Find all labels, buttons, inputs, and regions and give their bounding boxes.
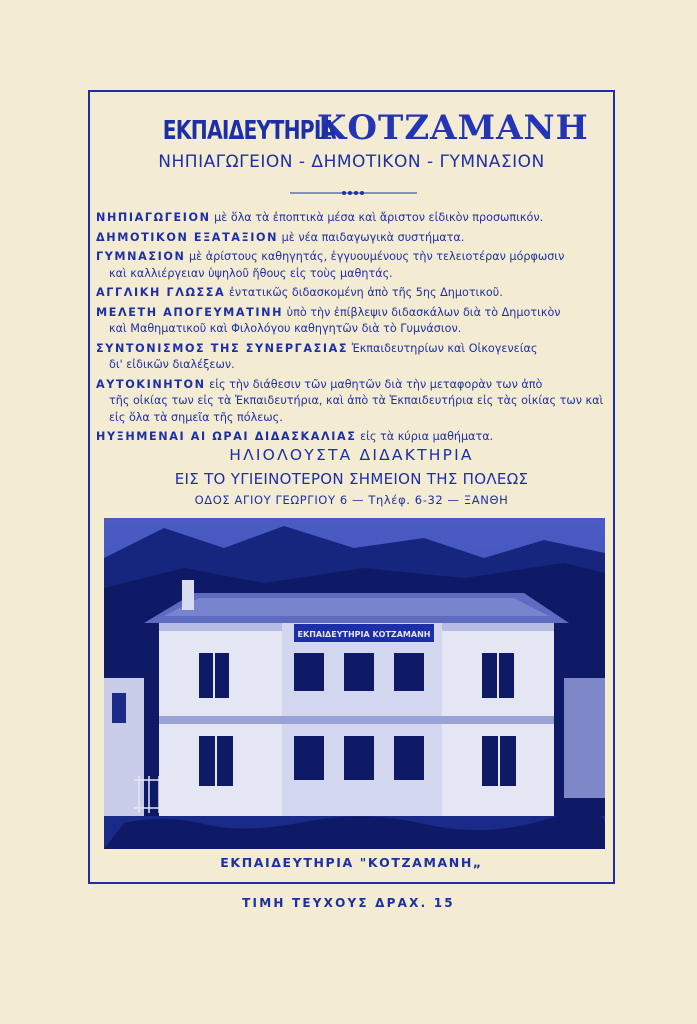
- feature-keyword: ΔΗΜΟΤΙΚΟΝ ΕΞΑΤΑΞΙΟΝ: [96, 230, 279, 244]
- feature-keyword: ΓΥΜΝΑΣΙΟΝ: [96, 250, 186, 263]
- feature-keyword: ΣΥΝΤΟΝΙΣΜΟΣ ΤΗΣ ΣΥΝΕΡΓΑΣΙΑΣ: [96, 341, 349, 355]
- feature-text: μὲ ἀρίστους καθηγητάς, ἐγγυουμένους τὴν τελειοτέραν μόρφωσιν: [189, 250, 565, 263]
- feature-item: [96, 249, 607, 282]
- feature-item: [96, 377, 607, 427]
- school-levels: ΝΗΠΙΑΓΩΓΕΙΟΝ - ΔΗΜΟΤΙΚΟΝ - ΓΥΜΝΑΣΙΟΝ: [158, 152, 545, 172]
- advertisement-frame: [88, 90, 615, 884]
- feature-keyword: ΜΕΛΕΤΗ ΑΠΟΓΕΥΜΑΤΙΝΗ: [96, 305, 284, 319]
- feature-keyword: ΑΥΤΟΚΙΝΗΤΟΝ: [96, 377, 206, 391]
- feature-text: Ἐκπαιδευτηρίων καὶ Οἰκογενείας: [351, 341, 538, 355]
- feature-keyword: ΑΓΓΛΙΚΗ ΓΛΩΣΣΑ: [96, 286, 226, 299]
- feature-text: ἐντατικῶς διδασκομένη ἀπὸ τῆς 5ης Δημοτικοῦ.: [228, 286, 503, 299]
- location-tagline: ΕΙΣ ΤΟ ΥΓΙΕΙΝΟΤΕΡΟΝ ΣΗΜΕΙΟΝ ΤΗΣ ΠΟΛΕΩΣ: [174, 470, 529, 488]
- divider-ornament: [290, 189, 417, 197]
- school-title: [90, 108, 613, 148]
- feature-text-continued: καὶ Μαθηματικοῦ καὶ Φιλολόγου καθηγητῶν διὰ τὸ Γυμνάσιον.: [109, 322, 462, 335]
- feature-item: [96, 305, 607, 338]
- photo-caption: ΕΚΠΑΙΔΕΥΤΗΡΙΑ "ΚΟΤΖΑΜΑΝΗ„: [220, 855, 483, 870]
- building-sign: ΕΚΠΑΙΔΕΥΤΗΡΙΑ ΚΟΤΖΑΜΑΝΗ: [297, 630, 431, 639]
- address-line: ΟΔΟΣ ΑΓΙΟΥ ΓΕΩΡΓΙΟΥ 6 — Τηλέφ. 6-32 — ΞΑΝΘΗ: [194, 493, 509, 507]
- feature-text-continued: δι' εἰδικῶν διαλέξεων.: [109, 358, 235, 371]
- feature-text-continued: τῆς οἰκίας των εἰς τὰ Ἐκπαιδευτήρια, καὶ ἀπὸ τὰ Ἐκπαιδευτήρια εἰς τὰς οἰκίας των καὶ εἰς ὅλα τὰ σημεῖα τῆς πόλεως.: [109, 394, 604, 424]
- feature-text: μὲ νέα παιδαγωγικὰ συστήματα.: [281, 230, 465, 244]
- feature-keyword: ΗΥΞΗΜΕΝΑΙ ΑΙ ΩΡΑΙ ΔΙΔΑΣΚΑΛΙΑΣ: [96, 430, 357, 443]
- feature-text: εἰς τὴν διάθεσιν τῶν μαθητῶν διὰ τὴν μεταφορὰν των ἀπὸ: [209, 377, 543, 391]
- school-name: ΚΟΤΖΑΜΑΝΗ: [316, 108, 589, 148]
- feature-item: [96, 230, 607, 247]
- feature-text: εἰς τὰ κύρια μαθήματα.: [360, 430, 494, 443]
- school-word: ΕΚΠΑΙΔΕΥΤΗΡΙΑ: [162, 116, 336, 146]
- school-building-photo: [104, 518, 605, 849]
- feature-item: [96, 285, 607, 302]
- feature-text-continued: καὶ καλλιέργειαν ὑψηλοῦ ἤθους εἰς τοὺς μαθητάς.: [109, 266, 393, 280]
- features-list: [96, 210, 607, 449]
- feature-item: [96, 210, 607, 227]
- issue-price: ΤΙΜΗ ΤΕΥΧΟΥΣ ΔΡΑΧ. 15: [242, 896, 455, 910]
- feature-item: [96, 429, 607, 446]
- feature-text: ὑπὸ τὴν ἐπίβλεψιν διδασκάλων διὰ τὸ Δημοτικὸν: [286, 305, 561, 319]
- feature-item: [96, 341, 607, 374]
- sunlit-classrooms-heading: ΗΛΙΟΛΟΥΣΤΑ ΔΙΔΑΚΤΗΡΙΑ: [229, 446, 474, 464]
- feature-keyword: ΝΗΠΙΑΓΩΓΕΙΟΝ: [96, 211, 211, 224]
- feature-text: μὲ ὅλα τὰ ἐποπτικὰ μέσα καὶ ἄριστον εἰδικὸν προσωπικόν.: [214, 211, 544, 224]
